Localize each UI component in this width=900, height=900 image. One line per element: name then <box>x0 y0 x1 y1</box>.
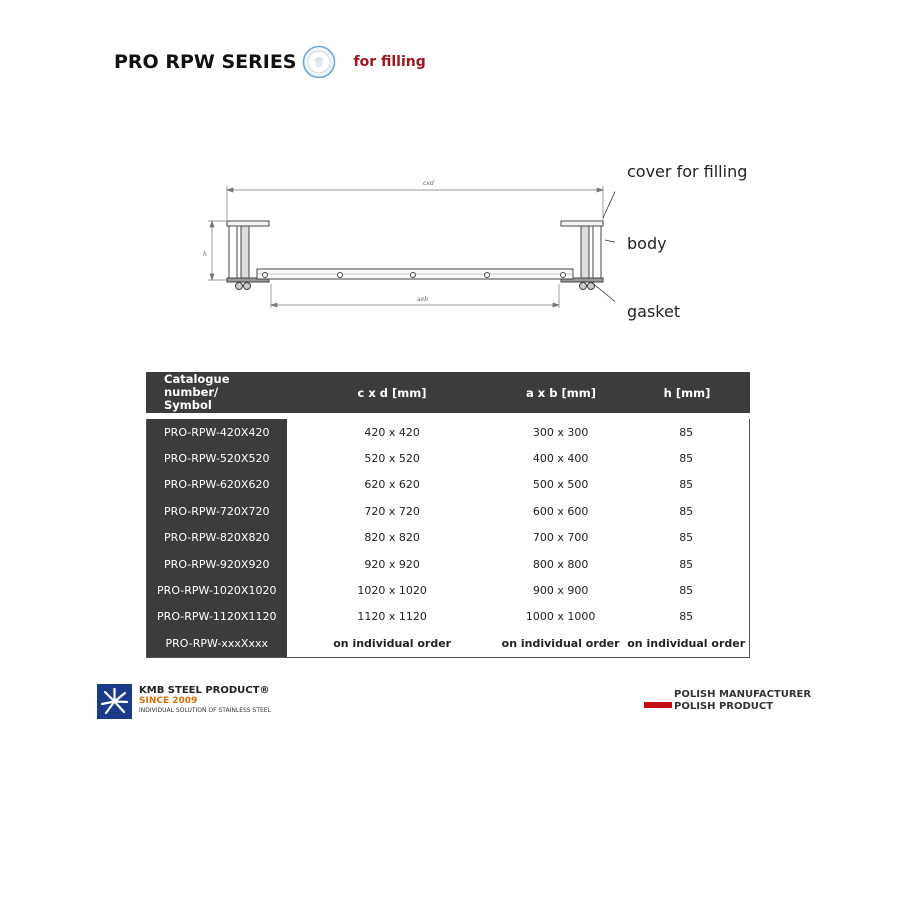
kmb-brand <box>97 684 271 719</box>
cell-axb: 300 x 300 <box>532 425 589 439</box>
dimension-cxd <box>227 186 603 220</box>
header-catalogue-line2: Symbol <box>164 398 212 412</box>
polish-flag-bar <box>644 702 672 708</box>
cell-axb: 400 x 400 <box>532 452 589 466</box>
cell-code: PRO-RPW-1020X1020 <box>157 584 277 598</box>
table-row <box>147 445 749 471</box>
cell-cxd: 420 x 420 <box>364 425 420 439</box>
table-rows <box>147 419 749 657</box>
dim-axb-label: axb <box>417 296 429 303</box>
cell-code: PRO-RPW-620X620 <box>164 478 270 492</box>
cell-h: 85 <box>679 452 694 466</box>
polish-product: POLISH PRODUCT <box>674 701 774 712</box>
table-row <box>147 525 749 551</box>
table-row <box>147 419 749 445</box>
dimension-axb <box>271 284 559 308</box>
cell-h: 85 <box>679 584 694 598</box>
cell-axb: on individual order <box>501 636 620 650</box>
header-catalogue-line1: Catalogue number/ <box>164 372 230 399</box>
bottom-plate <box>257 269 573 279</box>
cell-code: PRO-RPW-420X420 <box>164 425 270 439</box>
table-row <box>147 604 749 630</box>
kmb-description: INDIVIDUAL SOLUTION OF STAINLESS STEEL <box>139 707 271 714</box>
kmb-name: KMB STEEL PRODUCT® <box>139 685 270 696</box>
cell-cxd: 1120 x 1120 <box>357 610 427 624</box>
polish-manufacturer: POLISH MANUFACTURER <box>674 689 812 700</box>
cell-code: PRO-RPW-920X920 <box>164 557 270 571</box>
cell-axb: 600 x 600 <box>532 504 589 518</box>
callout-body: body <box>627 234 667 253</box>
dimension-h <box>208 221 227 280</box>
page-title: PRO RPW SERIES <box>114 51 297 73</box>
table-row <box>147 551 749 577</box>
technical-drawing <box>195 168 615 318</box>
cell-axb: 900 x 900 <box>532 584 589 598</box>
cell-h: 85 <box>679 531 694 545</box>
cell-code: PRO-RPW-xxxXxxx <box>165 636 268 650</box>
cell-code: PRO-RPW-1120X1120 <box>157 610 277 624</box>
table-row <box>147 498 749 524</box>
callout-gasket: gasket <box>627 302 681 321</box>
header-catalogue <box>146 373 286 412</box>
cell-axb: 500 x 500 <box>532 478 589 492</box>
table-row <box>147 577 749 603</box>
header-cxd: c x d [mm] <box>357 385 427 400</box>
dim-h-label: h <box>203 251 207 258</box>
cell-axb: 700 x 700 <box>532 531 589 545</box>
cell-cxd: on individual order <box>333 636 452 650</box>
cell-cxd: 1020 x 1020 <box>357 584 427 598</box>
cell-code: PRO-RPW-520X520 <box>164 452 270 466</box>
cell-axb: 800 x 800 <box>532 557 589 571</box>
cell-h: on individual order <box>627 636 746 650</box>
cell-code: PRO-RPW-720X720 <box>164 504 270 518</box>
page-subtitle: for filling <box>353 54 426 70</box>
cell-code: PRO-RPW-820X820 <box>164 531 270 545</box>
header <box>114 44 426 80</box>
kmb-logo-icon <box>97 684 132 719</box>
dim-cxd-label: cxd <box>423 180 434 187</box>
table-header <box>146 372 750 413</box>
cell-h: 85 <box>679 425 694 439</box>
header-h: h [mm] <box>663 385 711 400</box>
table-body <box>146 419 750 658</box>
cell-h: 85 <box>679 504 694 518</box>
table-row <box>147 630 749 656</box>
spec-table <box>146 372 750 658</box>
polish-badge <box>644 689 811 713</box>
cell-axb: 1000 x 1000 <box>525 610 596 624</box>
cell-cxd: 620 x 620 <box>364 478 420 492</box>
kmb-since: SINCE 2009 <box>139 696 198 706</box>
table-row <box>147 472 749 498</box>
cell-cxd: 920 x 920 <box>364 557 420 571</box>
cell-h: 85 <box>679 610 694 624</box>
cell-cxd: 820 x 820 <box>364 531 420 545</box>
header-axb: a x b [mm] <box>526 385 596 400</box>
cell-cxd: 520 x 520 <box>364 452 420 466</box>
cell-h: 85 <box>679 478 694 492</box>
drop-logo-icon <box>302 45 336 79</box>
cell-h: 85 <box>679 557 694 571</box>
callout-cover: cover for filling <box>627 162 748 181</box>
cell-cxd: 720 x 720 <box>364 504 420 518</box>
